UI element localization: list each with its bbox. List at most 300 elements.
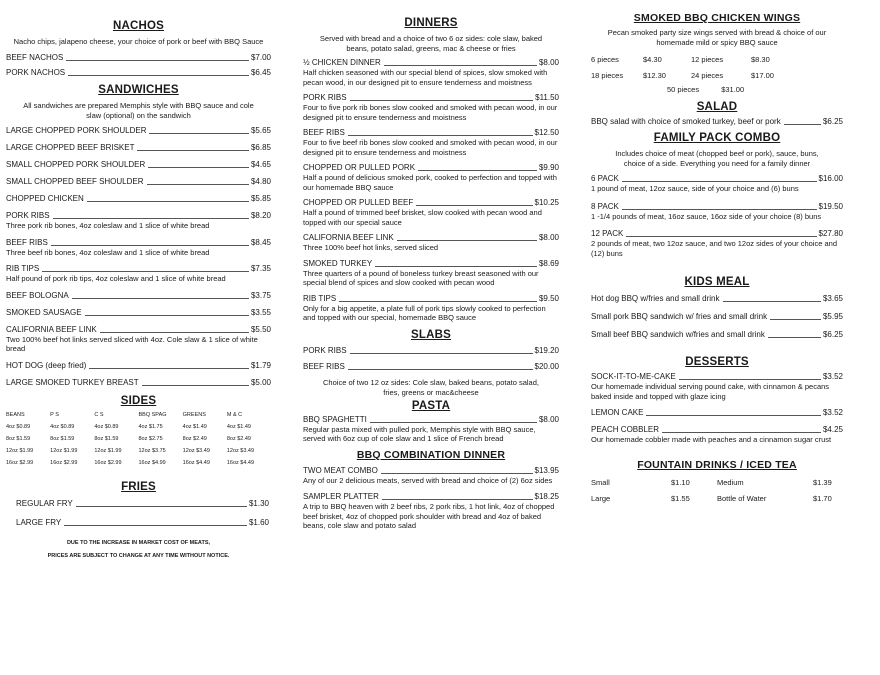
menu-item-price: $10.25 xyxy=(534,198,559,207)
table-header-cell: M & C xyxy=(226,411,243,418)
menu-item-name: BEEF RIBS xyxy=(303,361,345,371)
menu-item-price: $4.80 xyxy=(250,177,271,186)
menu-item-price: $3.55 xyxy=(250,307,271,317)
table-header-cell: GREENS xyxy=(182,411,206,418)
menu-item-row xyxy=(6,211,271,221)
menu-item xyxy=(591,117,843,127)
menu-item xyxy=(591,425,843,445)
menu-item-price: $9.90 xyxy=(538,163,559,172)
menu-item xyxy=(16,518,269,528)
menu-item-description: Half a pound of delicious smoked pork, cooked to perfection and topped with our homemade BBQ sauce xyxy=(303,173,557,192)
dot-leader xyxy=(646,415,821,416)
drinks-price-cell: $1.70 xyxy=(813,493,832,503)
menu-item-name: RIB TIPS xyxy=(303,293,337,303)
menu-item-price: $3.65 xyxy=(822,294,843,303)
menu-item-row xyxy=(6,160,271,170)
menu-item-description: Half chicken seasoned with our special blend of spices, slow smoked with pecan wood, in our designed pit to ensure tenderness and moistness xyxy=(303,68,548,87)
sides-price-cell: 16oz $2.99 xyxy=(6,459,34,466)
sides-price-cell: 4oz $0.89 xyxy=(94,423,119,430)
sides-price-cell: 12oz $1.99 xyxy=(94,447,122,454)
menu-item-row xyxy=(6,68,271,78)
wings-50-price: $31.00 xyxy=(721,85,745,94)
dot-leader xyxy=(72,298,249,299)
menu-item-name: PORK RIBS xyxy=(303,345,347,355)
menu-item-price: $8.00 xyxy=(538,233,559,242)
wings-price-cell: $8.30 xyxy=(751,55,770,64)
menu-item-name: BBQ salad with choice of smoked turkey, beef or pork xyxy=(591,117,781,126)
dot-leader xyxy=(42,271,249,272)
menu-item-price: $3.52 xyxy=(822,372,843,381)
menu-item xyxy=(6,160,271,170)
pasta-heading: PASTA xyxy=(411,399,451,412)
dot-leader xyxy=(149,133,248,134)
dot-leader xyxy=(100,332,249,333)
sides-price-cell: 8oz $2.75 xyxy=(138,435,163,442)
menu-item-price: $5.65 xyxy=(250,126,271,135)
menu-item-description: Half a pound of trimmed beef brisket, slow cooked with pecan wood and topped with our special sauce xyxy=(303,208,542,227)
salad-list xyxy=(591,117,843,127)
salad-heading: SALAD xyxy=(696,101,738,113)
dot-leader xyxy=(64,525,247,526)
dot-leader xyxy=(723,301,821,302)
menu-item xyxy=(591,294,843,304)
menu-item-price: $4.25 xyxy=(822,425,843,434)
menu-item-name: CHOPPED OR PULLED BEEF xyxy=(303,198,414,207)
menu-item xyxy=(6,238,271,258)
sides-price-cell: 4oz $1.49 xyxy=(226,423,251,430)
wings-price-cell: 18 pieces xyxy=(591,71,624,80)
drinks-price-cell: Small xyxy=(591,477,610,487)
menu-item-price: $11.50 xyxy=(535,93,559,102)
menu-item-description: 1 pound of meat, 12oz sauce, side of your choice and (6) buns xyxy=(591,184,799,193)
sides-price-cell: 12oz $1.99 xyxy=(6,447,34,454)
menu-item-row xyxy=(6,126,271,136)
sides-price-cell: 16oz $2.99 xyxy=(50,459,78,466)
menu-item-price: $18.25 xyxy=(534,492,559,501)
menu-item-row xyxy=(6,194,271,204)
nachos-heading: NACHOS xyxy=(112,20,165,32)
menu-item xyxy=(6,177,271,187)
menu-item-row xyxy=(303,233,559,243)
menu-item-name: Small beef BBQ sandwich w/fries and small drink xyxy=(591,330,765,339)
wings-price-cell: 6 pieces xyxy=(591,55,619,64)
dot-leader xyxy=(662,432,821,433)
menu-item-price: $1.79 xyxy=(250,360,271,370)
menu-item-name: Small pork BBQ sandwich w/ fries and small drink xyxy=(591,312,768,321)
menu-item-price: $5.85 xyxy=(250,194,271,203)
dot-leader xyxy=(770,319,821,320)
menu-item-price: $8.00 xyxy=(538,414,559,424)
kids-list xyxy=(591,294,843,340)
nachos-description: Nacho chips, jalapeno cheese, your choice of pork or beef with BBQ Sauce xyxy=(13,37,264,46)
dot-leader xyxy=(622,181,817,182)
menu-item-name: SMOKED SAUSAGE xyxy=(6,307,82,317)
dinners-list xyxy=(303,58,559,323)
menu-item xyxy=(591,372,843,401)
menu-item xyxy=(6,264,271,284)
sides-price-cell: 16oz $4.99 xyxy=(138,459,166,466)
sides-price-cell: 12oz $3.49 xyxy=(182,447,210,454)
dot-leader xyxy=(147,184,249,185)
menu-item-name: SMALL CHOPPED PORK SHOULDER xyxy=(6,160,146,169)
family-description: Includes choice of meat (chopped beef or pork), sauce, buns, choice of a side. Everything you need for a family dinner xyxy=(615,149,819,168)
menu-item-description: Half pound of pork rib tips, 4oz coleslaw and 1 slice of white bread xyxy=(6,274,226,283)
menu-item-row xyxy=(303,198,559,208)
menu-item-price: $12.50 xyxy=(534,128,559,137)
menu-item-name: CHOPPED CHICKEN xyxy=(6,194,84,203)
menu-item-price: $6.25 xyxy=(822,117,843,126)
slabs-note: Choice of two 12 oz sides: Cole slaw, baked beans, potato salad, fries, greens or mac&cheese xyxy=(323,377,539,397)
menu-item-row xyxy=(591,330,843,340)
menu-item-row xyxy=(6,53,271,63)
menu-item-row xyxy=(303,128,559,138)
menu-item xyxy=(16,499,269,509)
wings-price-cell: $17.00 xyxy=(751,71,774,80)
dot-leader xyxy=(350,353,533,354)
menu-item-name: LARGE FRY xyxy=(16,517,62,527)
dot-leader xyxy=(381,473,533,474)
menu-item-row xyxy=(6,143,271,153)
dot-leader xyxy=(375,266,537,267)
sandwiches-description: All sandwiches are prepared Memphis style with BBQ sauce and cole slaw (optional) on the sandwich xyxy=(23,101,254,120)
menu-item xyxy=(303,492,559,531)
dot-leader xyxy=(51,245,249,246)
menu-item-price: $3.75 xyxy=(250,290,271,300)
menu-item-name: CALIFORNIA BEEF LINK xyxy=(6,324,97,334)
dot-leader xyxy=(784,124,821,125)
table-header-cell: BEANS xyxy=(6,411,25,418)
menu-item-price: $5.50 xyxy=(250,324,271,334)
dot-leader xyxy=(142,385,249,386)
menu-item-name: RIB TIPS xyxy=(6,264,40,273)
menu-item xyxy=(6,361,271,371)
menu-item-row xyxy=(6,291,271,301)
menu-item xyxy=(591,202,843,222)
menu-item-name: BEEF RIBS xyxy=(6,237,48,247)
menu-item-name: Hot dog BBQ w/fries and small drink xyxy=(591,294,720,303)
menu-item-row xyxy=(6,238,271,248)
sides-price-cell: 8oz $2.49 xyxy=(182,435,207,442)
dot-leader xyxy=(416,205,532,206)
menu-item xyxy=(303,58,559,87)
menu-item xyxy=(303,233,559,253)
menu-item-description: Three 100% beef hot links, served sliced xyxy=(303,243,439,252)
menu-item xyxy=(591,229,843,258)
menu-item xyxy=(303,128,559,157)
sides-price-cell: 16oz $2.99 xyxy=(94,459,122,466)
menu-item-name: 12 PACK xyxy=(591,229,624,238)
menu-item-row xyxy=(591,294,843,304)
price-disclaimer-line2: PRICES ARE SUBJECT TO CHANGE AT ANY TIME WITHOUT NOTICE. xyxy=(47,552,230,559)
menu-item xyxy=(303,93,559,122)
menu-item-name: SMOKED TURKEY xyxy=(303,258,373,268)
menu-item-price: $6.45 xyxy=(250,68,271,77)
menu-item xyxy=(303,466,559,486)
menu-item xyxy=(303,163,559,192)
dot-leader xyxy=(68,75,249,76)
menu-item-row xyxy=(6,177,271,187)
menu-column-left xyxy=(6,12,271,563)
pasta-list xyxy=(303,415,559,444)
menu-item-name: LEMON CAKE xyxy=(591,408,644,417)
menu-column-middle xyxy=(303,12,559,538)
sides-price-cell: 4oz $0.89 xyxy=(6,423,31,430)
menu-item-description: A trip to BBQ heaven with 2 beef ribs, 2 pork ribs, 1 hot link, 4oz of chopped beef brisket, 4oz of chopped pork shoulder with bread and 4oz of baked beans, cole slaw and potato salad xyxy=(303,502,555,530)
menu-item-row xyxy=(591,202,843,212)
menu-item-row xyxy=(303,58,559,68)
menu-item-name: TWO MEAT COMBO xyxy=(303,465,378,475)
menu-item-name: SOCK-IT-TO-ME-CAKE xyxy=(591,372,676,381)
menu-item-price: $7.35 xyxy=(250,264,271,273)
dot-leader xyxy=(397,240,537,241)
drinks-price-cell: Medium xyxy=(717,477,744,487)
fries-list xyxy=(6,499,271,528)
dot-leader xyxy=(87,201,249,202)
family-list xyxy=(591,174,843,258)
menu-item-row xyxy=(591,174,843,184)
menu-item-row xyxy=(303,466,559,476)
menu-item-description: Regular pasta mixed with pulled pork, Memphis style with BBQ sauce, served with 6oz cup of cole slaw and 1 slice of French bread xyxy=(303,424,536,443)
combo-list xyxy=(303,466,559,531)
menu-item-description: Four to five beef rib bones slow cooked and smoked with pecan wood, in our designed pit to ensure tenderness and moistness xyxy=(303,138,558,157)
menu-item-name: BEEF NACHOS xyxy=(6,53,64,62)
dot-leader xyxy=(679,379,821,380)
menu-item-row xyxy=(303,415,559,425)
menu-item-row xyxy=(6,325,271,335)
menu-item xyxy=(303,198,559,227)
menu-item xyxy=(591,174,843,194)
menu-item-price: $6.25 xyxy=(822,330,843,339)
sides-price-cell: 12oz $1.99 xyxy=(50,447,78,454)
menu-item-name: PORK NACHOS xyxy=(6,68,66,77)
menu-item-description: Two 100% beef hot links served sliced with 4oz. Cole slaw & 1 slice of white bread xyxy=(6,334,258,353)
wings-heading: SMOKED BBQ CHICKEN WINGS xyxy=(633,12,801,24)
menu-item-name: LARGE SMOKED TURKEY BREAST xyxy=(6,377,139,387)
table-header-cell: P S xyxy=(50,411,59,418)
menu-item-row xyxy=(591,229,843,239)
menu-item-row xyxy=(6,378,271,388)
menu-item-price: $16.00 xyxy=(818,174,843,183)
menu-item-row xyxy=(6,308,271,318)
menu-item xyxy=(6,211,271,231)
menu-item-row xyxy=(591,408,843,418)
dot-leader xyxy=(348,369,533,370)
menu-item-description: Three beef rib bones, 4oz coleslaw and 1 slice of white bread xyxy=(6,247,210,257)
menu-item-row xyxy=(16,518,269,528)
dot-leader xyxy=(85,315,249,316)
dinners-heading: DINNERS xyxy=(404,17,458,29)
menu-item-price: $19.20 xyxy=(534,345,559,355)
desserts-list xyxy=(591,372,843,445)
sides-heading: SIDES xyxy=(120,394,157,407)
sides-price-cell: 4oz $1.75 xyxy=(138,423,163,430)
menu-item-name: LARGE CHOPPED BEEF BRISKET xyxy=(6,143,135,152)
dot-leader xyxy=(350,100,534,101)
dot-leader xyxy=(622,209,817,210)
menu-item-row xyxy=(303,93,559,103)
sandwiches-heading: SANDWICHES xyxy=(98,84,179,96)
combo-heading: BBQ COMBINATION DINNER xyxy=(356,448,506,461)
menu-item xyxy=(303,415,559,444)
slabs-list xyxy=(303,346,559,372)
menu-item-description: Our homemade individual serving pound cake, with cinnamon & pecans baked inside and topped with glaze icing xyxy=(591,382,830,401)
menu-item-description: 1 -1/4 pounds of meat, 16oz sauce, 16oz side of your choice (8) buns xyxy=(591,211,822,221)
dot-leader xyxy=(348,135,533,136)
menu-item-price: $5.00 xyxy=(250,377,271,387)
fries-heading: FRIES xyxy=(121,480,156,493)
sides-price-cell: 4oz $1.49 xyxy=(182,423,207,430)
menu-item-price: $9.50 xyxy=(538,293,559,303)
menu-item xyxy=(591,312,843,322)
menu-item-name: LARGE CHOPPED PORK SHOULDER xyxy=(6,126,147,135)
sides-price-cell: 8oz $1.59 xyxy=(6,435,31,442)
menu-item-description: Three quarters of a pound of boneless turkey breast seasoned with our special blend of spices and slow cooked with pecan wood xyxy=(303,268,539,287)
menu-item xyxy=(303,294,559,323)
menu-item xyxy=(6,291,271,301)
sides-price-cell: 8oz $2.49 xyxy=(226,435,251,442)
menu-item-description: Our homemade cobbler made with peaches and a cinnamon sugar crust xyxy=(591,435,832,444)
slabs-heading: SLABS xyxy=(411,328,451,341)
menu-item-price: $8.20 xyxy=(250,211,271,220)
menu-item xyxy=(303,346,559,356)
dot-leader xyxy=(89,368,249,369)
dot-leader xyxy=(76,506,247,507)
menu-item-row xyxy=(303,492,559,502)
menu-item-name: PEACH COBBLER xyxy=(591,425,660,434)
menu-item-description: 2 pounds of meat, two 12oz sauce, and two 12oz sides of your choice and (12) buns xyxy=(591,239,837,258)
dot-leader xyxy=(53,218,249,219)
menu-item-price: $1.60 xyxy=(248,517,269,527)
dot-leader xyxy=(339,301,537,302)
sides-price-cell: 8oz $1.59 xyxy=(94,435,119,442)
menu-item xyxy=(6,143,271,153)
menu-item-description: Any of our 2 delicious meats, served with bread and choice of (2) 6oz sides xyxy=(303,475,553,485)
menu-item-row xyxy=(303,346,559,356)
dot-leader xyxy=(66,60,249,61)
family-heading: FAMILY PACK COMBO xyxy=(653,132,781,144)
menu-item-row xyxy=(591,425,843,435)
menu-item xyxy=(303,362,559,372)
menu-item xyxy=(591,330,843,340)
menu-item-name: BEEF RIBS xyxy=(303,128,345,137)
dinners-description: Served with bread and a choice of two 6 oz sides: cole slaw, baked beans, potato salad, greens, mac & cheese or fries xyxy=(319,34,543,53)
table-header-cell: BBQ SPAG xyxy=(138,411,167,418)
menu-item-price: $20.00 xyxy=(534,361,559,371)
drinks-price-table xyxy=(591,475,843,507)
menu-column-right xyxy=(591,12,843,507)
dot-leader xyxy=(418,170,537,171)
menu-item-name: ½ CHICKEN DINNER xyxy=(303,58,381,67)
menu-item-description: Three pork rib bones, 4oz coleslaw and 1 slice of white bread xyxy=(6,221,210,230)
drinks-price-cell: $1.39 xyxy=(813,477,832,487)
menu-item-price: $8.00 xyxy=(538,58,559,67)
sides-price-cell: 12oz $3.75 xyxy=(138,447,166,454)
menu-item-name: CHOPPED OR PULLED PORK xyxy=(303,163,416,172)
sandwiches-list xyxy=(6,126,271,388)
menu-item-name: SMALL CHOPPED BEEF SHOULDER xyxy=(6,177,144,186)
menu-item xyxy=(6,68,271,78)
menu-item-price: $7.00 xyxy=(250,53,271,62)
menu-item-price: $27.80 xyxy=(818,229,843,238)
menu-item-row xyxy=(591,117,843,127)
sides-price-cell: 12oz $3.49 xyxy=(226,447,255,454)
wings-price-cell: $12.30 xyxy=(643,71,666,80)
dot-leader xyxy=(370,422,537,423)
kids-heading: KIDS MEAL xyxy=(684,276,750,288)
wings-50-row xyxy=(591,84,843,95)
menu-item-name: BEEF BOLOGNA xyxy=(6,290,69,300)
menu-item-row xyxy=(6,361,271,371)
menu-item-price: $19.50 xyxy=(818,201,843,211)
menu-item-row xyxy=(303,294,559,304)
wings-price-cell: 12 pieces xyxy=(691,55,724,64)
menu-item-price: $5.95 xyxy=(822,312,843,321)
dot-leader xyxy=(382,499,533,500)
drinks-price-cell: $1.10 xyxy=(671,477,690,487)
menu-item-row xyxy=(591,372,843,382)
dot-leader xyxy=(137,150,248,151)
menu-item-row xyxy=(303,163,559,173)
menu-item-description: Four to five pork rib bones slow cooked and smoked with pecan wood, in our designed pit to ensure tenderness and moistness xyxy=(303,103,558,122)
menu-item xyxy=(303,259,559,288)
sides-price-cell: 16oz $4.49 xyxy=(226,459,255,466)
drinks-price-cell: $1.55 xyxy=(671,493,690,503)
menu-item-description: Only for a big appetite, a plate full of pork tips slowly cooked to perfection and topped with our special, homemade BBQ sauce xyxy=(303,303,546,322)
drinks-price-cell: Bottle of Water xyxy=(717,493,767,503)
menu-item-row xyxy=(591,312,843,322)
dot-leader xyxy=(626,236,816,237)
dot-leader xyxy=(768,337,821,338)
menu-item-name: PORK RIBS xyxy=(6,211,50,220)
sides-price-cell: 16oz $4.49 xyxy=(182,459,210,466)
table-header-cell: C S xyxy=(94,411,104,418)
menu-item xyxy=(6,126,271,136)
menu-item-name: HOT DOG (deep fried) xyxy=(6,360,87,370)
menu-item xyxy=(6,378,271,388)
menu-item-price: $3.52 xyxy=(822,408,843,417)
menu-item-row xyxy=(6,264,271,274)
menu-item-price: $13.95 xyxy=(534,465,559,475)
menu-item-price: $8.69 xyxy=(538,258,559,268)
drinks-price-cell: Large xyxy=(591,493,611,503)
menu-item-name: BBQ SPAGHETTI xyxy=(303,414,367,424)
menu-item-row xyxy=(303,259,559,269)
wings-description: Pecan smoked party size wings served with bread & choice of our homemade mild or spicy BBQ sauce xyxy=(607,28,827,47)
dot-leader xyxy=(384,65,537,66)
desserts-heading: DESSERTS xyxy=(685,356,749,368)
menu-item-name: 8 PACK xyxy=(591,201,619,211)
menu-item-price: $1.30 xyxy=(248,498,269,508)
menu-item xyxy=(6,325,271,354)
wings-price-table xyxy=(591,52,843,84)
dot-leader xyxy=(148,167,249,168)
menu-item-name: PORK RIBS xyxy=(303,93,347,102)
menu-item-row xyxy=(16,499,269,509)
sides-price-cell: 4oz $0.89 xyxy=(50,423,75,430)
price-disclaimer-line1: DUE TO THE INCREASE IN MARKET COST OF MEATS, xyxy=(66,539,211,546)
nachos-list xyxy=(6,53,271,78)
drinks-heading: FOUNTAIN DRINKS / ICED TEA xyxy=(637,458,797,471)
menu-item-price: $6.85 xyxy=(250,143,271,152)
menu-item-name: REGULAR FRY xyxy=(16,498,73,508)
menu-item xyxy=(6,308,271,318)
menu-item-row xyxy=(303,362,559,372)
sides-price-cell: 8oz $1.59 xyxy=(50,435,75,442)
menu-item-name: 6 PACK xyxy=(591,174,619,183)
menu-item xyxy=(6,53,271,63)
menu-item-name: SAMPLER PLATTER xyxy=(303,492,379,501)
menu-item-price: $8.45 xyxy=(250,237,271,247)
